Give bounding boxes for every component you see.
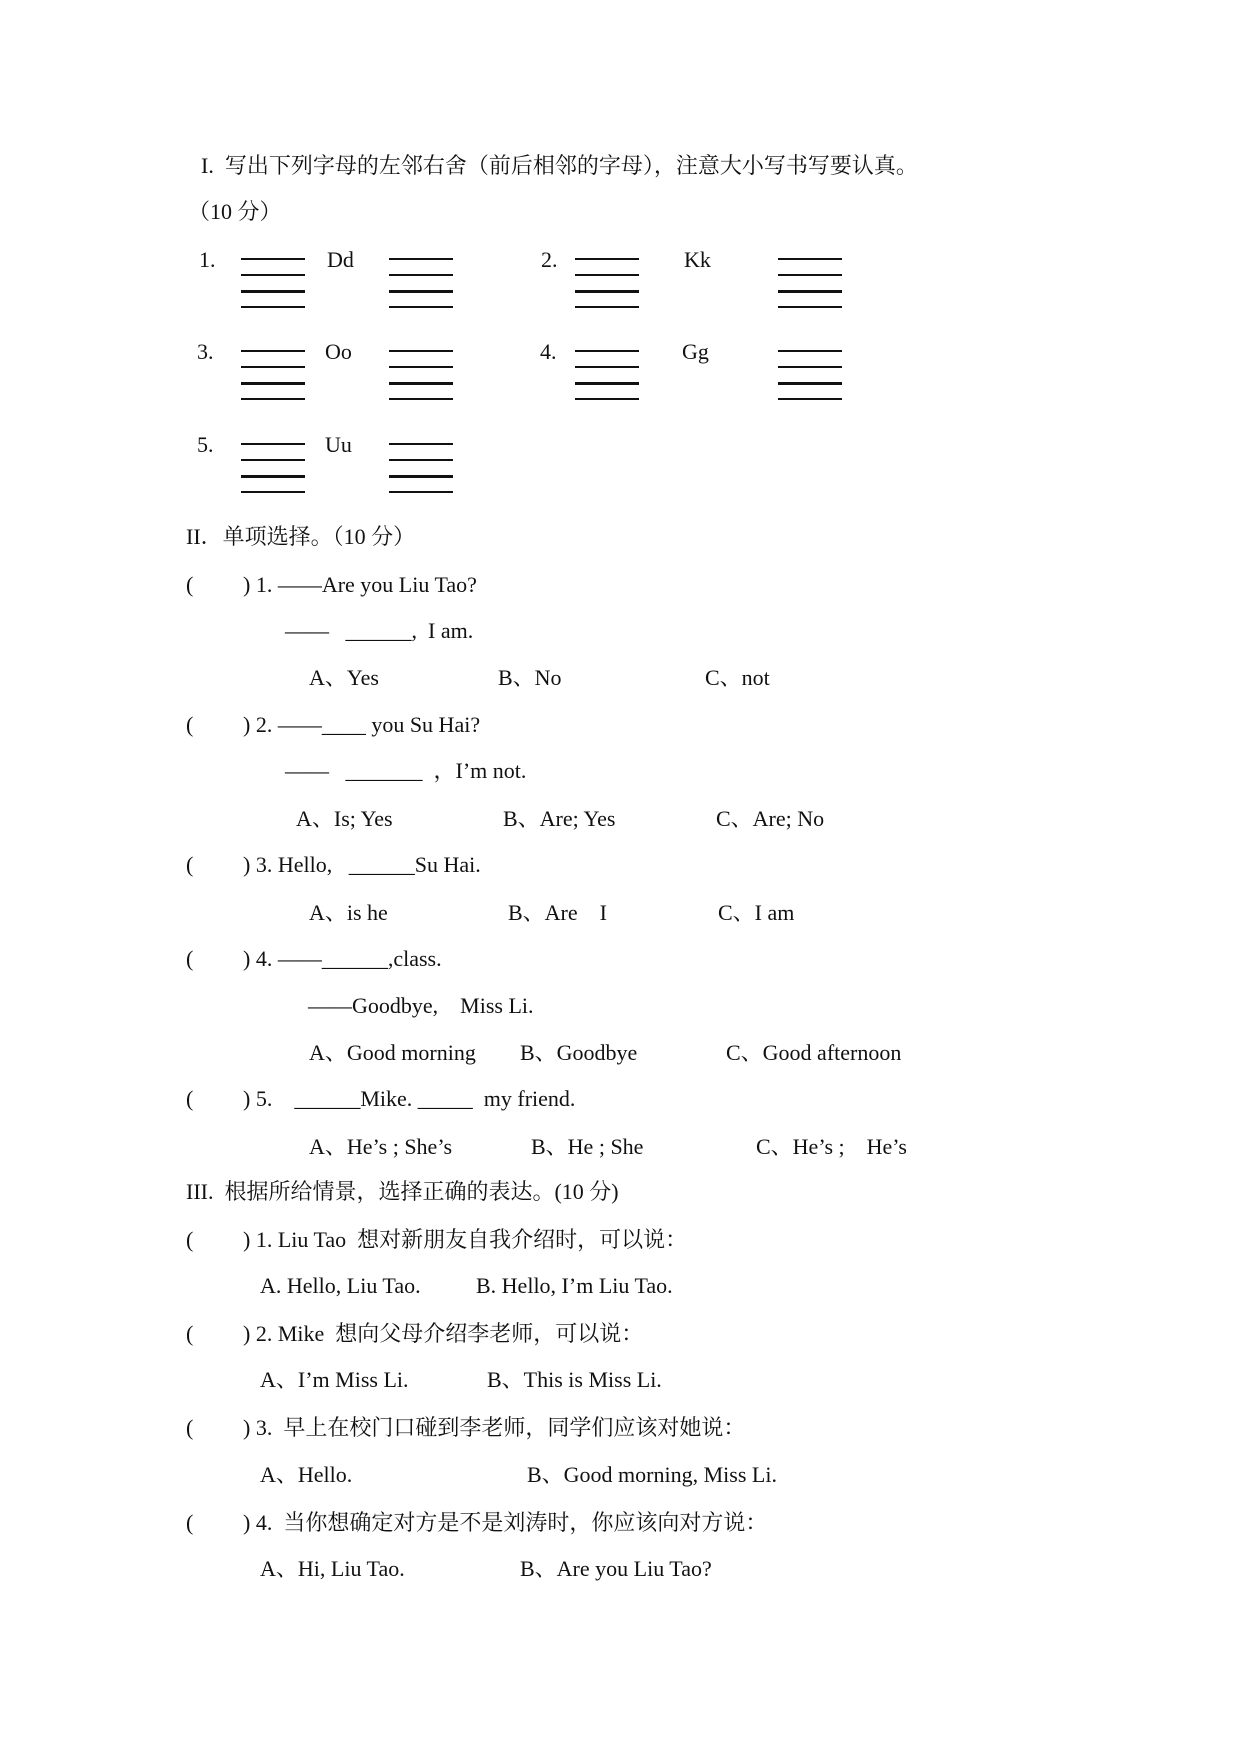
item-number: 5. — [197, 432, 214, 457]
option-a: A. Hello, Liu Tao. — [260, 1273, 421, 1298]
question-text: ) 4. 当你想确定对方是不是刘涛时，你应该向对方说： — [243, 1510, 768, 1535]
section3-heading: III. 根据所给情景，选择正确的表达。(10 分) — [186, 1179, 619, 1204]
section1-heading: I. 写出下列字母的左邻右舍（前后相邻的字母），注意大小写书写要认真。 — [201, 153, 918, 178]
question-response: —— ______, I am. — [285, 618, 474, 643]
answer-paren-open[interactable]: ( — [186, 852, 194, 877]
option-b: B、He ; She — [531, 1134, 644, 1159]
item-number: 1. — [199, 247, 216, 272]
answer-paren-open[interactable]: ( — [186, 1321, 194, 1346]
option-a: A、Hello. — [260, 1462, 353, 1487]
question-text: ) 5. ______Mike. _____ my friend. — [243, 1086, 576, 1111]
question-text: ) 1. ——Are you Liu Tao? — [243, 572, 477, 597]
writing-lines[interactable] — [389, 258, 453, 308]
option-b: B、Goodbye — [520, 1040, 638, 1065]
answer-paren-open[interactable]: ( — [186, 1086, 194, 1111]
option-b: B. Hello, I’m Liu Tao. — [476, 1273, 673, 1298]
question-text: ) 2. Mike 想向父母介绍李老师，可以说： — [243, 1321, 644, 1346]
option-a: A、I’m Miss Li. — [260, 1367, 409, 1392]
given-letter: Kk — [684, 247, 711, 272]
question-response: —— _______ ，I’m not. — [285, 758, 527, 783]
given-letter: Uu — [325, 432, 352, 457]
question-text: ) 3. 早上在校门口碰到李老师，同学们应该对她说： — [243, 1415, 746, 1440]
answer-paren-open[interactable]: ( — [186, 1510, 194, 1535]
given-letter: Oo — [325, 339, 352, 364]
writing-lines[interactable] — [575, 258, 639, 308]
option-c: C、He’s ; He’s — [756, 1134, 907, 1159]
item-number: 3. — [197, 339, 214, 364]
option-c: C、not — [705, 665, 770, 690]
option-b: B、Are you Liu Tao? — [520, 1556, 712, 1581]
given-letter: Gg — [682, 339, 709, 364]
section2-heading: II．单项选择。（10 分） — [186, 524, 416, 549]
item-number: 4. — [540, 339, 557, 364]
option-c: C、I am — [718, 900, 795, 925]
option-a: A、Hi, Liu Tao. — [260, 1556, 405, 1581]
option-b: B、Are; Yes — [503, 806, 616, 831]
option-a: A、Good morning — [309, 1040, 476, 1065]
writing-lines[interactable] — [241, 258, 305, 308]
question-text: ) 3. Hello, ______Su Hai. — [243, 852, 481, 877]
writing-lines[interactable] — [778, 258, 842, 308]
answer-paren-open[interactable]: ( — [186, 1227, 194, 1252]
given-letter: Dd — [327, 247, 354, 272]
item-number: 2. — [541, 247, 558, 272]
option-b: B、Good morning, Miss Li. — [527, 1462, 777, 1487]
option-a: A、Is; Yes — [296, 806, 393, 831]
writing-lines[interactable] — [389, 350, 453, 400]
question-response: ——Goodbye, Miss Li. — [308, 993, 534, 1018]
option-b: B、Are I — [508, 900, 607, 925]
writing-lines[interactable] — [389, 443, 453, 493]
question-text: ) 4. ——______,class. — [243, 946, 442, 971]
question-text: ) 1. Liu Tao 想对新朋友自我介绍时，可以说： — [243, 1227, 688, 1252]
writing-lines[interactable] — [575, 350, 639, 400]
writing-lines[interactable] — [778, 350, 842, 400]
answer-paren-open[interactable]: ( — [186, 1415, 194, 1440]
answer-paren-open[interactable]: ( — [186, 712, 194, 737]
option-a: A、Yes — [309, 665, 379, 690]
option-a: A、He’s ; She’s — [309, 1134, 453, 1159]
writing-lines[interactable] — [241, 443, 305, 493]
answer-paren-open[interactable]: ( — [186, 572, 194, 597]
option-b: B、No — [498, 665, 562, 690]
writing-lines[interactable] — [241, 350, 305, 400]
section1-score: （10 分） — [188, 199, 282, 224]
option-a: A、is he — [309, 900, 388, 925]
option-c: C、Good afternoon — [726, 1040, 902, 1065]
option-c: C、Are; No — [716, 806, 825, 831]
answer-paren-open[interactable]: ( — [186, 946, 194, 971]
option-b: B、This is Miss Li. — [487, 1367, 662, 1392]
question-text: ) 2. ——____ you Su Hai? — [243, 712, 481, 737]
